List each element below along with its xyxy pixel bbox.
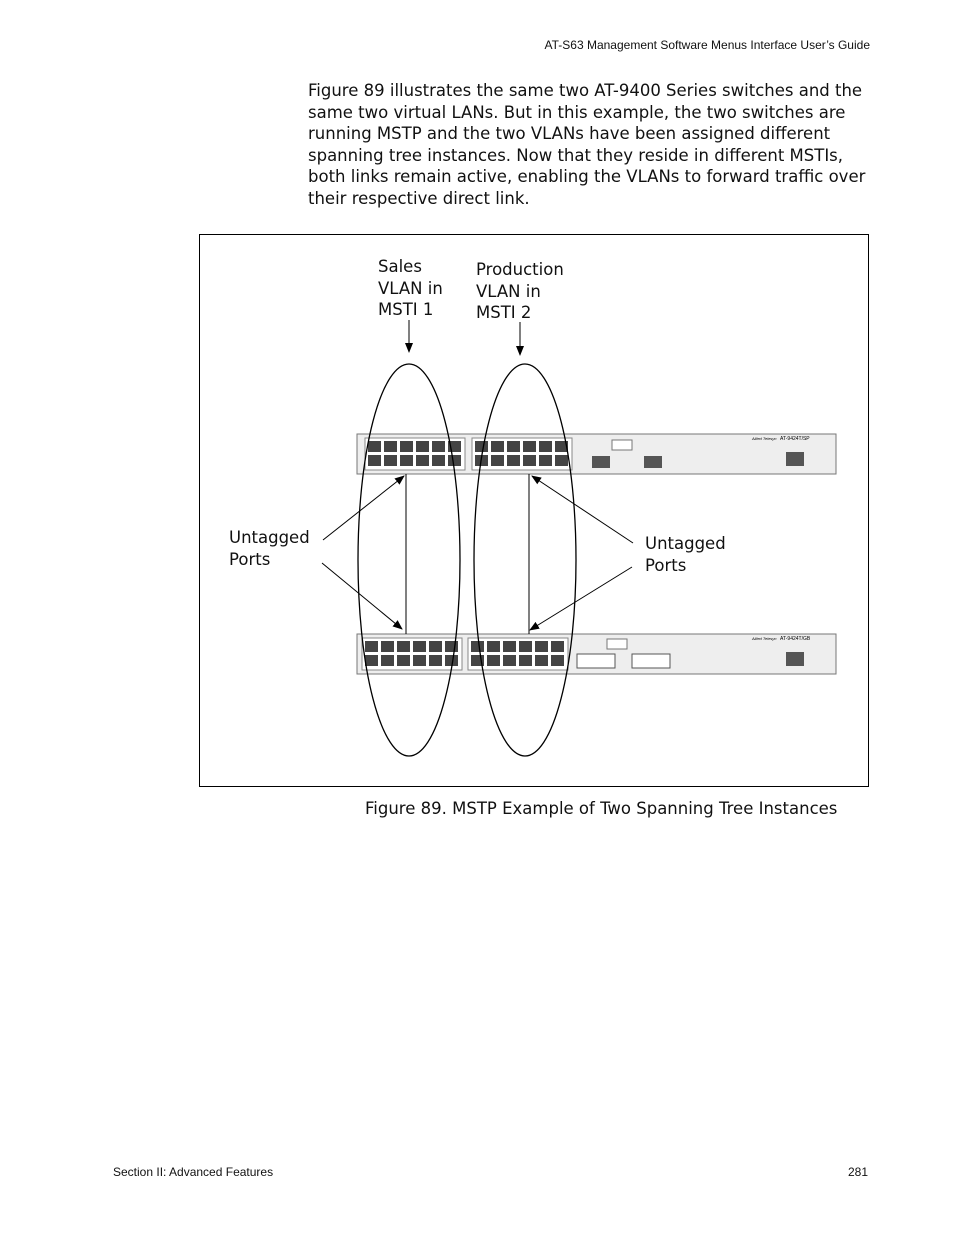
ethernet-port	[384, 441, 397, 452]
bottom-switch-model: AT-9424T/GB	[780, 636, 811, 642]
ethernet-port	[429, 655, 442, 666]
untagged-left-arrow-top	[323, 476, 404, 540]
ethernet-port	[487, 655, 500, 666]
ethernet-port	[413, 655, 426, 666]
bottom-switch-brand: Allied Telesyn	[752, 636, 777, 641]
untagged-ports-left-label: Untagged Ports	[229, 528, 310, 569]
untagged-ports-right-label: Untagged Ports	[645, 534, 726, 575]
top-switch	[357, 434, 836, 474]
ethernet-port	[551, 641, 564, 652]
untagged-left-arrow-bottom	[322, 563, 402, 629]
ethernet-port	[555, 455, 568, 466]
ethernet-port	[475, 441, 488, 452]
ethernet-port	[397, 641, 410, 652]
ethernet-port	[416, 441, 429, 452]
figure-caption: Figure 89. MSTP Example of Two Spanning Tree Instances	[365, 799, 838, 818]
ethernet-port	[523, 455, 536, 466]
ethernet-port	[432, 441, 445, 452]
ethernet-port	[503, 655, 516, 666]
ethernet-port	[487, 641, 500, 652]
ethernet-port	[429, 641, 442, 652]
ethernet-port	[539, 441, 552, 452]
top-switch-model: AT-9424T/SP	[780, 436, 810, 442]
production-vlan-ellipse	[474, 364, 576, 756]
page-number: 281	[847, 1165, 868, 1179]
ethernet-port	[519, 641, 532, 652]
ethernet-port	[413, 641, 426, 652]
ethernet-port	[432, 455, 445, 466]
ethernet-port	[519, 655, 532, 666]
ethernet-port	[445, 655, 458, 666]
page-header: AT-S63 Management Software Menus Interface User’s Guide	[544, 38, 870, 52]
footer-section: Section II: Advanced Features	[113, 1165, 274, 1179]
ethernet-port	[381, 641, 394, 652]
ethernet-port	[535, 641, 548, 652]
sales-vlan-ellipse	[358, 364, 460, 756]
ethernet-port	[368, 441, 381, 452]
ethernet-port	[384, 455, 397, 466]
ethernet-port	[365, 655, 378, 666]
sales-vlan-label: Sales VLAN in MSTI 1	[378, 257, 443, 319]
ethernet-port	[551, 655, 564, 666]
ethernet-port	[448, 455, 461, 466]
ethernet-port	[507, 455, 520, 466]
ethernet-port	[368, 455, 381, 466]
intro-paragraph: Figure 89 illustrates the same two AT-9400 Series switches and the same two virtual LANs. But in this example, the two switches are running MSTP and the two VLANs have been assigned different spanning tree instances. Now that they reside in different MSTIs, both links remain active, enabling the VLANs to forward traffic over their respective direct link.	[308, 81, 866, 208]
ethernet-port	[397, 655, 410, 666]
ethernet-port	[365, 641, 378, 652]
ethernet-port	[507, 441, 520, 452]
ethernet-port	[503, 641, 516, 652]
ethernet-port	[491, 455, 504, 466]
ethernet-port	[539, 455, 552, 466]
ethernet-port	[535, 655, 548, 666]
untagged-right-arrow-top	[532, 476, 633, 543]
production-vlan-label: Production VLAN in MSTI 2	[476, 260, 564, 322]
ethernet-port	[523, 441, 536, 452]
bottom-switch	[357, 634, 836, 674]
ethernet-port	[400, 441, 413, 452]
untagged-right-arrow-bottom	[530, 567, 632, 630]
ethernet-port	[381, 655, 394, 666]
ethernet-port	[416, 455, 429, 466]
ethernet-port	[400, 455, 413, 466]
top-switch-brand: Allied Telesyn	[752, 436, 777, 441]
ethernet-port	[471, 641, 484, 652]
ethernet-port	[491, 441, 504, 452]
